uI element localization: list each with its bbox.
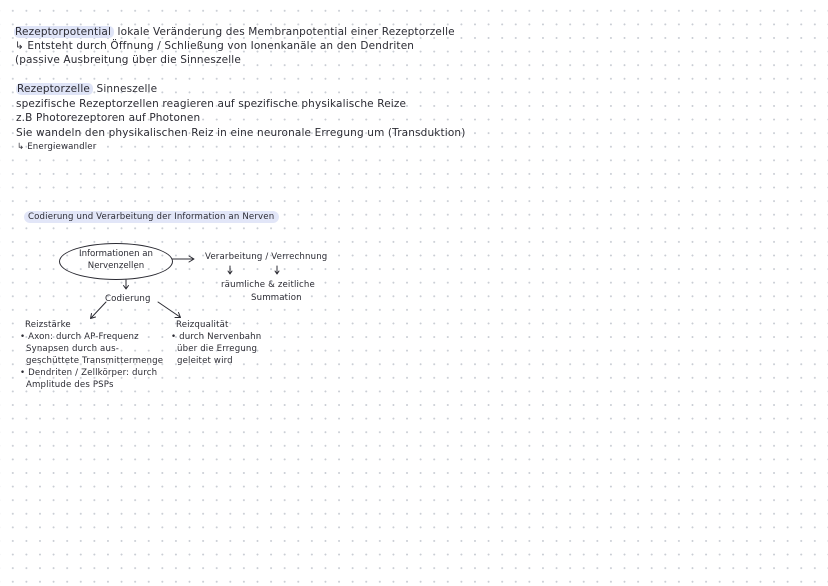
- coding-label: Codierung: [105, 294, 151, 304]
- rezeptorzelle-line-3: z.B Photorezeptoren auf Photonen: [16, 112, 201, 124]
- codierung-heading-line: [24, 212, 279, 223]
- reizstaerke-item-1: • Axon: durch AP-Frequenz: [20, 332, 139, 342]
- arrowhead-coding-icon: [124, 286, 129, 290]
- reizstaerke-item-2b: geschüttete Transmittermenge: [26, 356, 164, 366]
- oval-line-1: Informationen an: [79, 249, 153, 259]
- arrowhead-down-right-icon: [275, 271, 279, 274]
- reizqualitaet-item-1c: geleitet wird: [177, 356, 233, 366]
- reizqualitaet-item-1b: über die Erregung: [177, 344, 258, 354]
- information-oval-text: [59, 248, 173, 272]
- reizstaerke-title: Reizstärke: [25, 320, 71, 330]
- arrow-to-reizstaerke-icon: [91, 302, 106, 318]
- rezeptorpotential-term: Rezeptorpotential: [14, 26, 114, 38]
- reizqualitaet-item-1a: • durch Nervenbahn: [171, 332, 262, 342]
- processing-label: Verarbeitung / Verrechnung: [205, 252, 328, 262]
- rezeptorzelle-line-5: ↳ Energiewandler: [17, 142, 97, 152]
- reizstaerke-item-2a: Synapsen durch aus-: [26, 344, 119, 354]
- spatial-temporal-label: räumliche & zeitliche: [221, 280, 315, 290]
- rezeptorpotential-definition: lokale Veränderung des Membranpotential einer Rezeptorzelle: [117, 26, 455, 38]
- rezeptorzelle-synonym: Sinneszelle: [96, 83, 158, 95]
- summation-label: Summation: [251, 293, 302, 303]
- codierung-heading: Codierung und Verarbeitung der Information an Nerven: [24, 211, 279, 223]
- reizstaerke-item-3b: Amplitude des PSPs: [26, 380, 114, 390]
- rezeptorpotential-line-3: (passive Ausbreitung über die Sinneszelle: [15, 54, 241, 66]
- rezeptorzelle-line: [16, 83, 157, 96]
- arrowhead-down-left-icon: [228, 271, 232, 274]
- reizqualitaet-title: Reizqualität: [176, 320, 229, 330]
- rezeptorzelle-line-4: Sie wandeln den physikalischen Reiz in eine neuronale Erregung um (Transduktion): [16, 127, 466, 139]
- rezeptorpotential-line: [14, 26, 455, 39]
- arrowhead-reizstaerke-icon: [91, 314, 96, 319]
- arrow-to-reizqualitaet-icon: [158, 302, 180, 317]
- rezeptorpotential-line-2: ↳ Entsteht durch Öffnung / Schließung von Ionenkanäle an den Dendriten: [15, 40, 415, 52]
- oval-line-2: Nervenzellen: [87, 261, 145, 271]
- reizstaerke-item-3a: • Dendriten / Zellkörper: durch: [20, 368, 158, 378]
- arrowhead-processing-icon: [189, 256, 194, 262]
- rezeptorzelle-term: Rezeptorzelle: [16, 83, 93, 95]
- rezeptorzelle-line-2: spezifische Rezeptorzellen reagieren auf spezifische physikalische Reize: [16, 98, 407, 110]
- arrowhead-reizqualitaet-icon: [175, 313, 181, 318]
